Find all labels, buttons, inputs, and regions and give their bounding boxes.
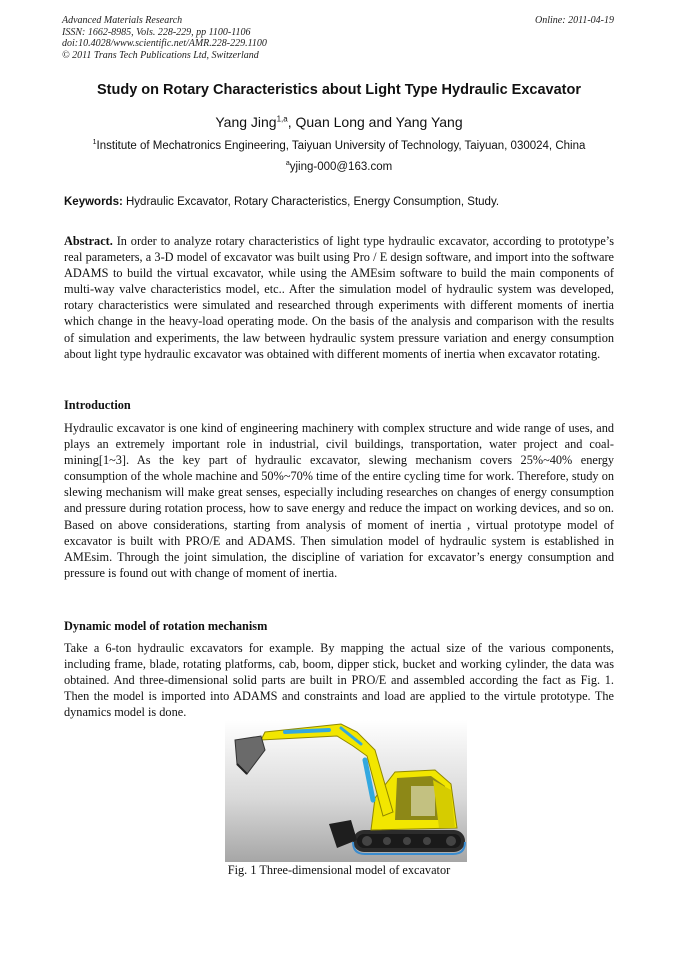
keywords-text: Hydraulic Excavator, Rotary Characteristics, Energy Consumption, Study. <box>122 196 500 208</box>
online-date: Online: 2011-04-19 <box>535 15 614 26</box>
author-first-sup: 1,a <box>276 114 288 124</box>
author-first: Yang Jing <box>215 114 277 130</box>
email-sup: a <box>285 160 290 167</box>
journal-issn: ISSN: 1662-8985, Vols. 228-229, pp 1100-1106 <box>62 26 251 38</box>
abstract-label: Abstract. <box>64 234 113 248</box>
dynamic-model-paragraph: Take a 6-ton hydraulic excavators for example. By mapping the actual size of the various components, including frame, blade, rotating platforms, cab, boom, dipper stick, bucket and working cylinder, the data was obtained. And three-dimensional solid parts are built in PRO/E and assembled according the fact as Fig. 1. Then the model is imported into ADAMS and constraints and load are applied to the virtule prototype. The dynamics model is done. <box>64 641 614 720</box>
email-line <box>30 160 648 173</box>
affiliation <box>30 139 648 152</box>
keywords-line <box>64 196 614 208</box>
journal-header <box>62 15 267 61</box>
figure-caption: Fig. 1 Three-dimensional model of excavator <box>227 863 451 877</box>
excavator-figure <box>225 720 467 862</box>
introduction-heading: Introduction <box>64 398 131 412</box>
abstract-text: In order to analyze rotary characteristics of light type hydraulic excavator, according to prototype’s real parameters, a 3-D model of excavator was built using Pro / E design software, and import into the software ADAMS to build the virtual excavator, while using the AMEsim software to build the main components of multi-way valve characteristics model, etc.. After the simulation model of hydraulic system was developed, rotary characteristics were simulated and researched through experiments with different moments of inertia which change in the heavy-load operating mode. On the basis of the analysis and comparison with the results of simulation and experiments, the law between hydraulic system pressure variation and energy consumption about light type hydraulic excavator was obtained with different moments of inertia when excavator rotating. <box>64 234 614 361</box>
paper-title: Study on Rotary Characteristics about Light Type Hydraulic Excavator <box>97 82 581 98</box>
keywords-label: Keywords: <box>64 196 123 208</box>
author-line <box>30 114 648 130</box>
journal-copyright: © 2011 Trans Tech Publications Ltd, Switzerland <box>62 49 259 61</box>
affiliation-sup: 1 <box>92 139 97 146</box>
journal-doi: doi:10.4028/www.scientific.net/AMR.228-229.1100 <box>62 38 267 49</box>
introduction-paragraph: Hydraulic excavator is one kind of engineering machinery with complex structure and wide range of uses, and plays an extremely important role in industrial, civil buildings, transportation, water project and coal-mining[1~3]. As the key part of hydraulic excavator, slewing mechanism covers 25%~40% energy consumption of the whole machine and 50%~70% time of the entire cycling time for work. Therefore, study on slewing mechanism will make great senses, especially including researches on changes of energy consumption and pressure during rotation process, how to save energy and reduce the impact on working devices, and so on. Based on above considerations, starting from analysis of moment of inertia , virtual prototype model of excavator is built with PRO/E and ADAMS. Then simulation model of hydraulic system is established in AMEsim. Through the joint simulation, the discipline of variation for excavator’s energy consumption and pressure is found out with change of moment of inertia. <box>64 421 614 580</box>
journal-name: Advanced Materials Research <box>62 15 183 26</box>
abstract-paragraph <box>64 233 614 362</box>
track-icon <box>353 830 465 854</box>
affiliation-text: Institute of Mechatronics Engineering, Taiyuan University of Technology, Taiyuan, 030024, China <box>96 139 586 152</box>
dynamic-model-heading: Dynamic model of rotation mechanism <box>64 619 268 633</box>
email-address: yjing-000@163.com <box>289 160 393 173</box>
author-rest: , Quan Long and Yang Yang <box>287 114 463 130</box>
